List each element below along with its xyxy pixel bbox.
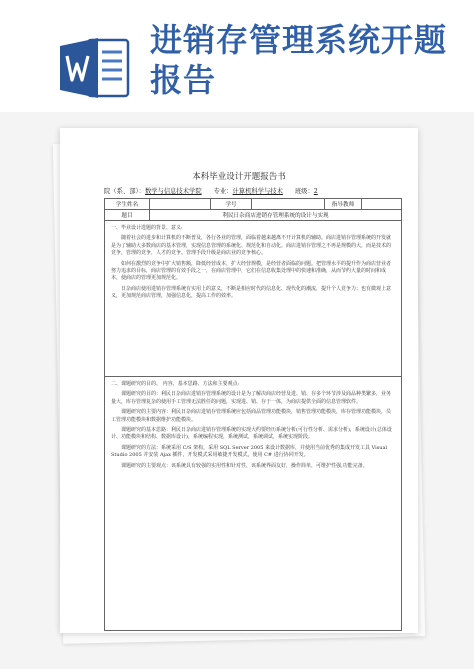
section-heading: 二、课题研究的目的、 内容、基本思路、方法和主要观点: (111, 381, 240, 387)
major-value: 计算机科学与技术 (232, 188, 283, 195)
paragraph: 课题研究的主要观点：该系统具有较强的实用性和针对性，该系统界面友好，操作简单，可维护性强,功能完备。 (121, 462, 368, 469)
page-headline: 进销存管理系统开题报告 (150, 21, 448, 99)
section-research (105, 377, 401, 630)
major-label: 专业 (213, 188, 227, 195)
student-name-label: 学生姓名 (105, 199, 150, 209)
paragraph: 随着社会的进步和计算机的不断普及，各行各业的管理，面临着越来越离不开计算机的辅助。商店进销存管理系统的开发就是为了辅助大多数商店的基本管理，实现信息管理的系统化、规范化和自动化。商店进销存管理之不再是规模的大，而是技术的竞争，管理的竞争，人才的竞争。管理手段升级是商店业的竞争核心。 (111, 235, 392, 257)
dept-value: 数学与信息技术学院 (144, 188, 202, 195)
class-value: 2 (313, 188, 318, 195)
paragraph: 课题研究的目的：利民日杂商店进销存管理系统的设计是为了解决商店经营及进、销、存多个环节涉及商品种类繁多，业务量大，库存管理复杂的使用手工管理无法胜任的问题，实现进、销、存于一体，为商店提供全面的信息管理软件。 (111, 391, 392, 405)
proposal-table (104, 198, 402, 631)
section-heading: 一、毕业设计选题的背景、意义: (111, 225, 183, 231)
table-row (105, 199, 401, 210)
paragraph: 日杂商店使用进销存管理系统有实用上的意义，不断是相应时代的信息化、现代化的潮流，提升个人竞争力；也有微观上意义，更加规范商店管理，加强信息化，提高工作的效率。 (111, 285, 392, 300)
topic-value: 利民日杂商店进销存管理系统的设计与实现 (222, 213, 329, 219)
meta-line: 院（系、部）：数学与信息技术学院 专业：计算机科学与技术 班级：2 (104, 188, 318, 195)
paragraph: 如何在激烈的竞争中扩大销售额，降低经营成本，扩大经营规模，是经营者面临的问题。把管理水平的提升作为商店营业者努力追求的目标，商店管理的有效手段之一，在商店管理中，它们在信息收集处理中的快速和准确，从而节约大量的时间和成本，使商店的管理更加规范化。 (111, 260, 392, 282)
advisor-label: 指导教师 (325, 199, 362, 209)
class-label: 班级 (294, 188, 308, 195)
banner (0, 0, 474, 112)
table-row (105, 210, 401, 221)
paragraph: 课题研究的方法：系统采用 C/S 架构，采用 SQL Server 2005 来设计数据库，并使用当前优秀的集成开发工具 Visual Studio 2005 并安装 Ajax 插件，开发模式采用敏捷开发模式，使用 C# 进行协同开发。 (111, 444, 388, 459)
document-page (60, 128, 418, 633)
paragraph: 课题研究的基本思路：利民日杂商店进销存管理系统的实现大约要经历系统分析(可行性分析、需求分析)，系统设计(总体设计、功能模块和结构、数据库设计)，系统编程实现，系统测试，系统调试，系统实现阶段。 (111, 427, 392, 441)
paragraph: 课题研究的主要内容：利民日杂商店进销存管理系统应包括商品管理功能模块，销售管理功能模块，库存管理功能模块，员工管理功能模块和数据维护功能模块。 (111, 409, 392, 423)
topic-label: 题目 (105, 210, 150, 220)
student-id-value (252, 199, 325, 209)
dept-label: 院（系、部） (104, 188, 139, 195)
document-title: 本科毕业设计开题报告书 (192, 172, 286, 182)
advisor-value (362, 199, 401, 209)
section-background (105, 221, 401, 377)
word-document-icon (58, 34, 130, 102)
student-name-value (150, 199, 211, 209)
student-id-label: 学号 (211, 199, 252, 209)
